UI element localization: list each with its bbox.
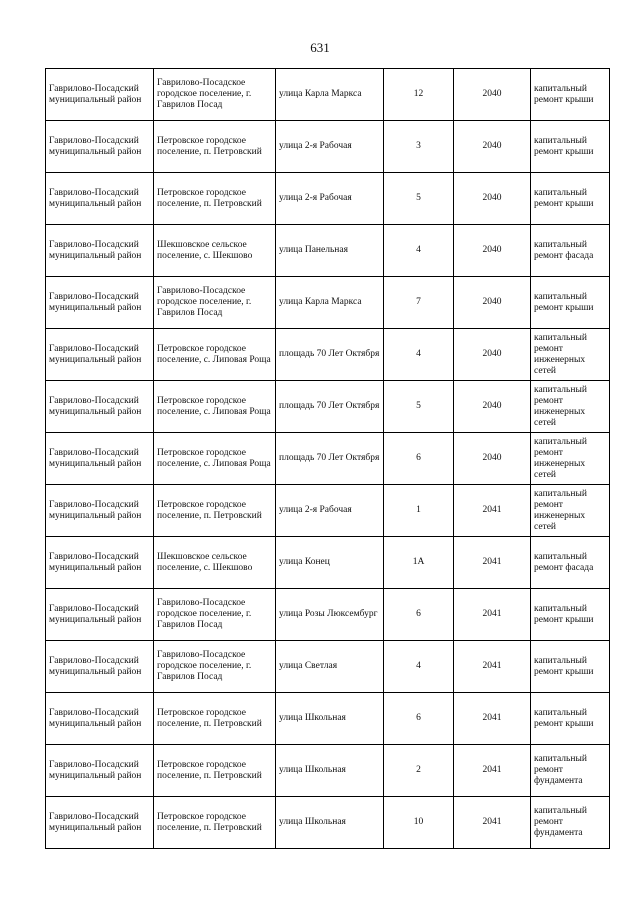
- work-type-cell: капитальный ремонт фундамента: [531, 797, 610, 849]
- district-cell: Гаврилово-Посадский муниципальный район: [46, 537, 154, 589]
- district-cell: Гаврилово-Посадский муниципальный район: [46, 329, 154, 381]
- street-cell: улица Школьная: [276, 693, 384, 745]
- street-cell: улица Розы Люксембург: [276, 589, 384, 641]
- house-number-cell: 6: [384, 589, 454, 641]
- work-type-cell: капитальный ремонт инженерных сетей: [531, 381, 610, 433]
- year-cell: 2040: [454, 381, 531, 433]
- district-cell: Гаврилово-Посадский муниципальный район: [46, 589, 154, 641]
- work-type-cell: капитальный ремонт крыши: [531, 693, 610, 745]
- district-cell: Гаврилово-Посадский муниципальный район: [46, 173, 154, 225]
- settlement-cell: Петровское городское поселение, п. Петровский: [154, 173, 276, 225]
- year-cell: 2040: [454, 121, 531, 173]
- work-type-cell: капитальный ремонт крыши: [531, 277, 610, 329]
- table-row: [46, 69, 610, 121]
- street-cell: улица Светлая: [276, 641, 384, 693]
- house-number-cell: 4: [384, 641, 454, 693]
- house-number-cell: 2: [384, 745, 454, 797]
- table-body: [46, 69, 610, 849]
- settlement-cell: Гаврилово-Посадское городское поселение, г. Гаврилов Посад: [154, 277, 276, 329]
- repair-schedule-table: [45, 68, 610, 849]
- street-cell: площадь 70 Лет Октября: [276, 381, 384, 433]
- year-cell: 2040: [454, 225, 531, 277]
- settlement-cell: Петровское городское поселение, с. Липовая Роща: [154, 329, 276, 381]
- settlement-cell: Петровское городское поселение, п. Петровский: [154, 121, 276, 173]
- settlement-cell: Гаврилово-Посадское городское поселение, г. Гаврилов Посад: [154, 589, 276, 641]
- table-row: [46, 381, 610, 433]
- table-row: [46, 537, 610, 589]
- settlement-cell: Петровское городское поселение, п. Петровский: [154, 693, 276, 745]
- district-cell: Гаврилово-Посадский муниципальный район: [46, 797, 154, 849]
- work-type-cell: капитальный ремонт фасада: [531, 537, 610, 589]
- street-cell: площадь 70 Лет Октября: [276, 433, 384, 485]
- house-number-cell: 10: [384, 797, 454, 849]
- street-cell: улица Школьная: [276, 745, 384, 797]
- table-row: [46, 225, 610, 277]
- year-cell: 2041: [454, 641, 531, 693]
- work-type-cell: капитальный ремонт фасада: [531, 225, 610, 277]
- work-type-cell: капитальный ремонт крыши: [531, 589, 610, 641]
- work-type-cell: капитальный ремонт инженерных сетей: [531, 433, 610, 485]
- house-number-cell: 12: [384, 69, 454, 121]
- work-type-cell: капитальный ремонт крыши: [531, 641, 610, 693]
- year-cell: 2041: [454, 745, 531, 797]
- year-cell: 2040: [454, 433, 531, 485]
- house-number-cell: 1: [384, 485, 454, 537]
- year-cell: 2040: [454, 69, 531, 121]
- street-cell: улица 2-я Рабочая: [276, 485, 384, 537]
- settlement-cell: Гаврилово-Посадское городское поселение, г. Гаврилов Посад: [154, 69, 276, 121]
- district-cell: Гаврилово-Посадский муниципальный район: [46, 433, 154, 485]
- year-cell: 2040: [454, 329, 531, 381]
- table-row: [46, 173, 610, 225]
- year-cell: 2041: [454, 485, 531, 537]
- district-cell: Гаврилово-Посадский муниципальный район: [46, 693, 154, 745]
- settlement-cell: Петровское городское поселение, с. Липовая Роща: [154, 433, 276, 485]
- work-type-cell: капитальный ремонт крыши: [531, 69, 610, 121]
- table-row: [46, 121, 610, 173]
- settlement-cell: Шекшовское сельское поселение, с. Шекшово: [154, 225, 276, 277]
- district-cell: Гаврилово-Посадский муниципальный район: [46, 225, 154, 277]
- settlement-cell: Петровское городское поселение, п. Петровский: [154, 745, 276, 797]
- table-row: [46, 797, 610, 849]
- house-number-cell: 5: [384, 381, 454, 433]
- street-cell: улица Карла Маркса: [276, 277, 384, 329]
- house-number-cell: 5: [384, 173, 454, 225]
- work-type-cell: капитальный ремонт инженерных сетей: [531, 329, 610, 381]
- work-type-cell: капитальный ремонт крыши: [531, 173, 610, 225]
- house-number-cell: 4: [384, 329, 454, 381]
- year-cell: 2041: [454, 589, 531, 641]
- year-cell: 2041: [454, 537, 531, 589]
- house-number-cell: 3: [384, 121, 454, 173]
- district-cell: Гаврилово-Посадский муниципальный район: [46, 277, 154, 329]
- settlement-cell: Шекшовское сельское поселение, с. Шекшово: [154, 537, 276, 589]
- table-row: [46, 589, 610, 641]
- year-cell: 2041: [454, 693, 531, 745]
- district-cell: Гаврилово-Посадский муниципальный район: [46, 121, 154, 173]
- settlement-cell: Петровское городское поселение, с. Липовая Роща: [154, 381, 276, 433]
- district-cell: Гаврилово-Посадский муниципальный район: [46, 69, 154, 121]
- district-cell: Гаврилово-Посадский муниципальный район: [46, 381, 154, 433]
- settlement-cell: Петровское городское поселение, п. Петровский: [154, 485, 276, 537]
- table-row: [46, 277, 610, 329]
- house-number-cell: 7: [384, 277, 454, 329]
- street-cell: площадь 70 Лет Октября: [276, 329, 384, 381]
- settlement-cell: Гаврилово-Посадское городское поселение, г. Гаврилов Посад: [154, 641, 276, 693]
- table-row: [46, 485, 610, 537]
- year-cell: 2040: [454, 277, 531, 329]
- house-number-cell: 4: [384, 225, 454, 277]
- table-row: [46, 693, 610, 745]
- house-number-cell: 1А: [384, 537, 454, 589]
- house-number-cell: 6: [384, 433, 454, 485]
- house-number-cell: 6: [384, 693, 454, 745]
- district-cell: Гаврилово-Посадский муниципальный район: [46, 745, 154, 797]
- settlement-cell: Петровское городское поселение, п. Петровский: [154, 797, 276, 849]
- year-cell: 2041: [454, 797, 531, 849]
- table-row: [46, 433, 610, 485]
- street-cell: улица Панельная: [276, 225, 384, 277]
- year-cell: 2040: [454, 173, 531, 225]
- table-row: [46, 745, 610, 797]
- street-cell: улица Конец: [276, 537, 384, 589]
- street-cell: улица 2-я Рабочая: [276, 173, 384, 225]
- work-type-cell: капитальный ремонт инженерных сетей: [531, 485, 610, 537]
- street-cell: улица Школьная: [276, 797, 384, 849]
- street-cell: улица Карла Маркса: [276, 69, 384, 121]
- work-type-cell: капитальный ремонт крыши: [531, 121, 610, 173]
- page-number: 631: [310, 40, 330, 55]
- district-cell: Гаврилово-Посадский муниципальный район: [46, 485, 154, 537]
- table-row: [46, 329, 610, 381]
- work-type-cell: капитальный ремонт фундамента: [531, 745, 610, 797]
- district-cell: Гаврилово-Посадский муниципальный район: [46, 641, 154, 693]
- table-row: [46, 641, 610, 693]
- street-cell: улица 2-я Рабочая: [276, 121, 384, 173]
